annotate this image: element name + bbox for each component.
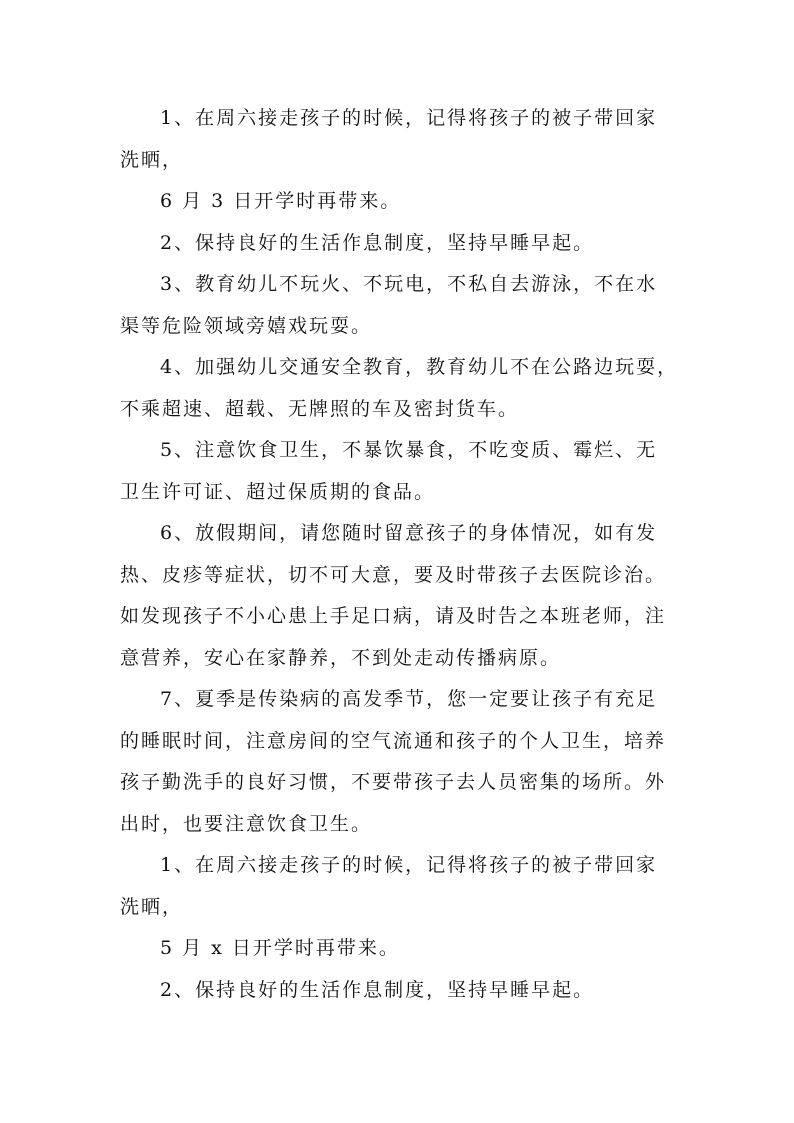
text-line: 3、教育幼儿不玩火、不玩电，不私自去游泳，不在水 xyxy=(160,273,658,295)
text-line: 孩子勤洗手的良好习惯，不要带孩子去人员密集的场所。外 xyxy=(120,771,667,793)
text-line: 2、保持良好的生活作息制度，坚持早睡早起。 xyxy=(160,231,595,254)
document-body xyxy=(120,98,680,1011)
text-line: 的睡眠时间，注意房间的空气流通和孩子的个人卫生，培养 xyxy=(120,729,667,752)
text-line: 1、在周六接走孩子的时候，记得将孩子的被子带回家 xyxy=(160,107,658,129)
text-line: 渠等危险领域旁嬉戏玩耍。 xyxy=(120,314,373,337)
text-line: 出时，也要注意饮食卫生。 xyxy=(120,812,373,835)
text-line: 7、夏季是传染病的高发季节，您一定要让孩子有充足 xyxy=(160,688,658,710)
text-line: 2、保持良好的生活作息制度，坚持早睡早起。 xyxy=(160,978,595,1001)
text-line: 热、皮疹等症状，切不可大意，要及时带孩子去医院诊治。 xyxy=(120,563,667,586)
text-line: 6 月 3 日开学时再带来。 xyxy=(160,190,402,212)
text-line: 5、注意饮食卫生，不暴饮暴食，不吃变质、霉烂、无 xyxy=(160,439,658,461)
text-line: 4、加强幼儿交通安全教育，教育幼儿不在公路边玩耍， xyxy=(160,356,679,378)
text-line: 如发现孩子不小心患上手足口病，请及时告之本班老师，注 xyxy=(120,605,667,627)
text-line: 不乘超速、超载、无牌照的车及密封货车。 xyxy=(120,397,520,420)
text-line: 1、在周六接走孩子的时候，记得将孩子的被子带回家 xyxy=(160,854,658,876)
text-line: 6、放假期间，请您随时留意孩子的身体情况，如有发 xyxy=(160,522,658,544)
text-line: 洗晒， xyxy=(120,148,184,171)
text-line: 卫生许可证、超过保质期的食品。 xyxy=(120,480,436,503)
text-line: 洗晒， xyxy=(120,895,184,918)
text-line: 意营养，安心在家静养，不到处走动传播病原。 xyxy=(120,646,562,669)
text-line: 5 月 x 日开学时再带来。 xyxy=(160,937,400,959)
